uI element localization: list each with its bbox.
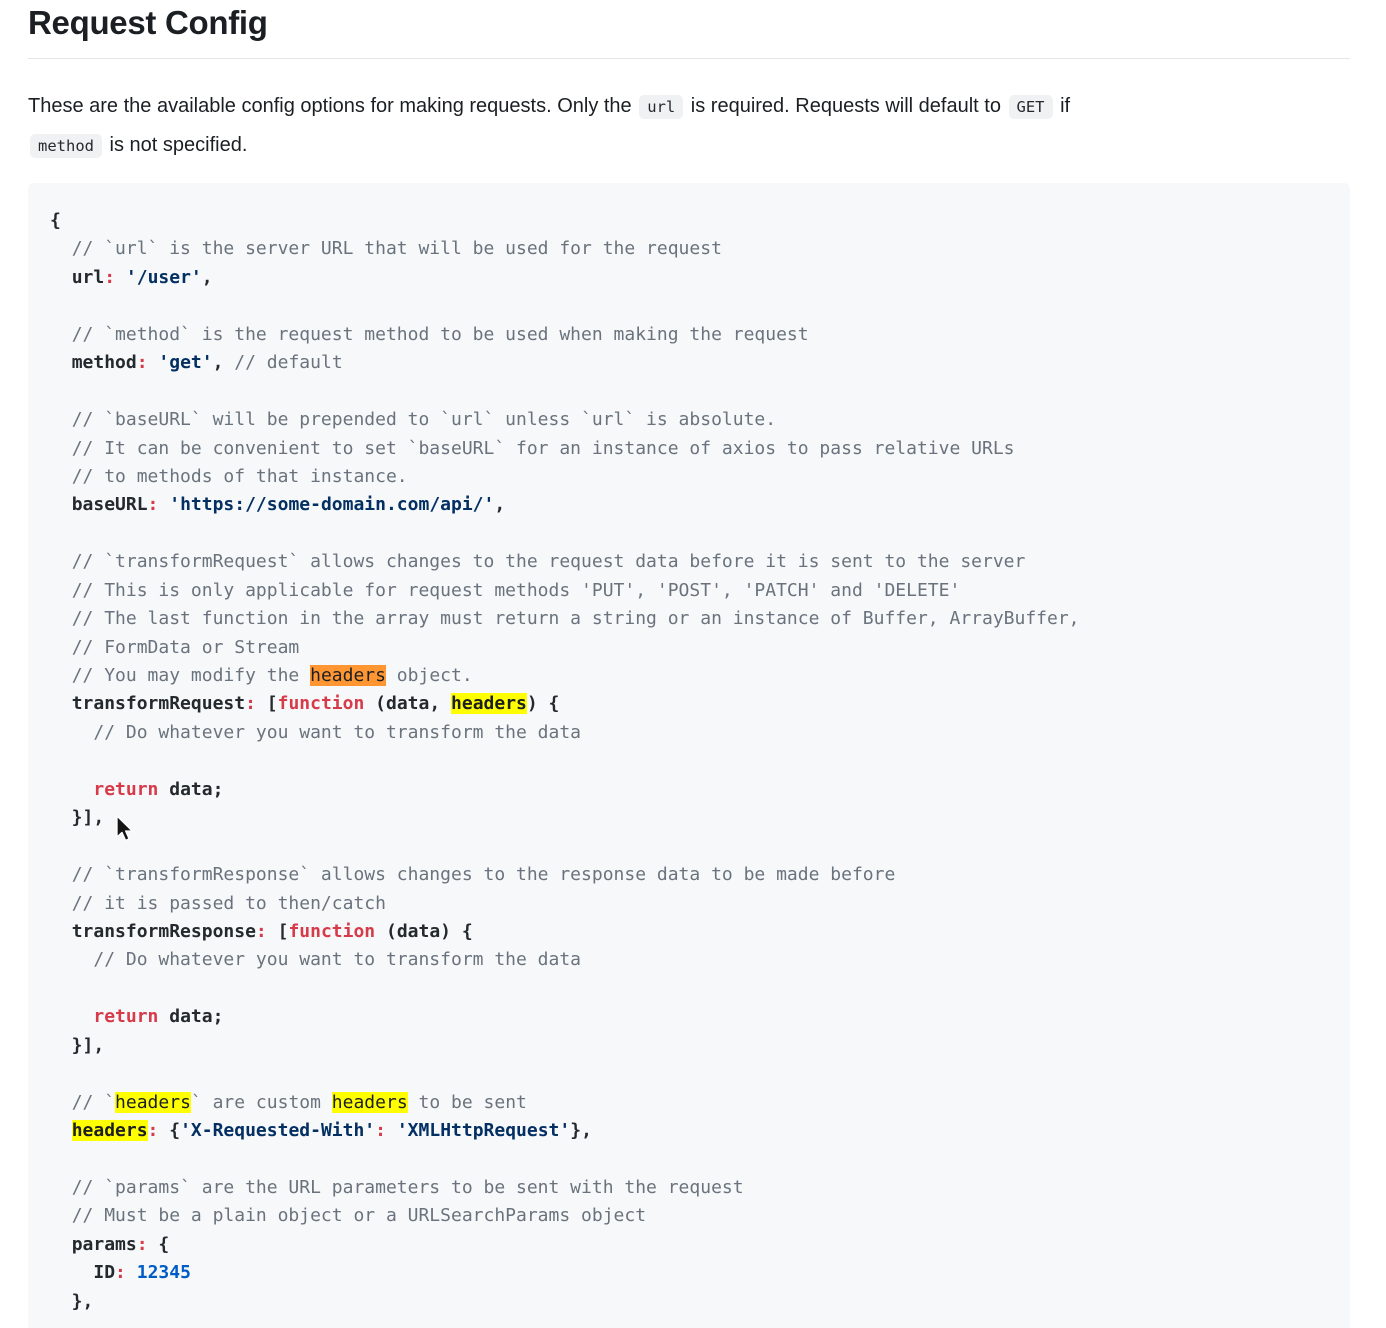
search-match: headers (71, 1120, 148, 1141)
code-token (50, 466, 72, 487)
code-line (50, 1231, 1326, 1259)
search-match: headers (331, 1091, 408, 1113)
code-token: // Do whatever you want to transform the data (93, 949, 582, 971)
code-token: transformResponse (71, 920, 256, 942)
code-token: ) { (526, 693, 560, 715)
code-token: // to methods of that instance. (71, 465, 408, 487)
code-token: , (201, 266, 213, 288)
code-token: baseURL (71, 494, 148, 516)
code-token: }], (50, 807, 105, 829)
code-line (50, 918, 1326, 946)
code-token: (data) { (375, 920, 473, 942)
code-token (50, 1177, 72, 1198)
code-line (50, 1060, 1326, 1088)
code-token: // `baseURL` will be prepended to `url` unless `url` is absolute. (71, 409, 777, 431)
search-match-active: headers (310, 665, 386, 686)
code-token: transformRequest (71, 693, 246, 715)
code-line (50, 378, 1326, 406)
code-line (50, 235, 1326, 263)
code-token: // `method` is the request method to be used when making the request (71, 323, 809, 345)
code-line (50, 577, 1326, 605)
code-token: // Must be a plain object or a URLSearchParams object (71, 1205, 647, 1227)
code-token: // `transformRequest` allows changes to the request data before it is sent to the server (71, 551, 1026, 573)
code-line (50, 662, 1326, 690)
code-line (50, 946, 1326, 974)
code-token: , (494, 494, 506, 516)
code-token: // This is only applicable for request methods 'PUT', 'POST', 'PATCH' and 'DELETE' (71, 579, 961, 601)
inline-code: GET (1009, 95, 1053, 119)
code-line (50, 890, 1326, 918)
code-token: { (158, 1120, 181, 1141)
code-token: : (136, 352, 148, 374)
code-token: : (375, 1120, 386, 1141)
code-token (50, 551, 72, 572)
code-token: }], (50, 1034, 105, 1056)
code-token: // It can be convenient to set `baseURL` for an instance of axios to pass relative URLs (71, 437, 1015, 459)
code-token: data; (158, 1006, 224, 1028)
code-token (50, 864, 72, 885)
code-line (50, 321, 1326, 349)
code-line (50, 491, 1326, 519)
mouse-cursor (112, 813, 138, 843)
code-token: 'X-Requested-With' (180, 1120, 376, 1141)
code-line (50, 776, 1326, 804)
code-line (50, 747, 1326, 775)
code-token: }, (50, 1290, 94, 1312)
code-token (50, 893, 72, 914)
search-match: headers (451, 693, 527, 715)
code-token: , (212, 352, 235, 374)
code-token (50, 693, 72, 714)
code-token (50, 409, 72, 430)
code-token (50, 779, 93, 800)
code-token: [ (255, 693, 278, 715)
code-token (115, 267, 126, 288)
code-token: : (104, 266, 116, 288)
code-line (50, 605, 1326, 633)
code-token: return (93, 1006, 159, 1028)
code-token: // You may modify the (71, 665, 311, 686)
code-token: : (136, 1233, 148, 1255)
code-token: [ (266, 920, 289, 942)
code-token (50, 324, 72, 345)
page-title: Request Config (28, 2, 1350, 59)
code-token (126, 1262, 137, 1283)
code-token (50, 665, 72, 686)
code-token: // The last function in the array must return a string or an instance of Buffer, ArrayBuffer, (71, 608, 1080, 630)
code-line (50, 1003, 1326, 1031)
code-token (50, 352, 72, 373)
code-token: // `transformResponse` allows changes to the response data to be made before (71, 864, 896, 886)
code-token: // it is passed to then/catch (71, 892, 386, 914)
code-line (50, 719, 1326, 747)
code-token (50, 1092, 72, 1113)
intro-paragraph: These are the available config options for making requests. Only the url is required. Requests will default to GET if method is not specified. (28, 95, 1071, 156)
code-line (50, 975, 1326, 1003)
code-token: function (288, 920, 376, 942)
code-token (158, 494, 169, 515)
code-token (50, 608, 72, 629)
code-line (50, 406, 1326, 434)
code-line (50, 548, 1326, 576)
code-block (50, 207, 1326, 1316)
code-line (50, 207, 1326, 235)
code-token: 'https://some-domain.com/api/' (169, 494, 495, 516)
code-token (50, 1234, 72, 1255)
code-token: to be sent (407, 1091, 527, 1113)
code-token (50, 949, 93, 970)
code-token: ID (93, 1262, 116, 1284)
code-line (50, 264, 1326, 292)
code-line (50, 1089, 1326, 1117)
code-token: : (245, 693, 256, 715)
code-token: : (147, 494, 159, 516)
code-line (50, 1117, 1326, 1145)
code-token: : (147, 1120, 159, 1141)
code-token (50, 722, 93, 743)
code-token (50, 267, 72, 288)
code-line (50, 463, 1326, 491)
code-token: return (93, 778, 159, 800)
code-line (50, 833, 1326, 861)
code-token: url (71, 266, 105, 288)
code-line (50, 1174, 1326, 1202)
code-token: // `params` are the URL parameters to be sent with the request (71, 1176, 744, 1198)
code-token: ` are custom (190, 1091, 332, 1113)
code-token: // default (234, 352, 343, 374)
code-token (50, 921, 72, 942)
code-token: params (71, 1233, 137, 1255)
code-token (50, 238, 72, 259)
code-line (50, 1032, 1326, 1060)
code-token (50, 1120, 72, 1141)
code-line (50, 1288, 1326, 1316)
code-line (50, 1202, 1326, 1230)
code-line (50, 634, 1326, 662)
code-line (50, 690, 1326, 718)
code-token (50, 1205, 72, 1226)
code-token: (data, (364, 693, 452, 715)
code-token (148, 352, 159, 373)
inline-code: url (639, 95, 683, 119)
code-token: // Do whatever you want to transform the data (93, 721, 582, 743)
code-line (50, 1259, 1326, 1287)
code-token: function (277, 693, 365, 715)
code-line (50, 349, 1326, 377)
code-token (50, 1262, 93, 1283)
code-line (50, 292, 1326, 320)
code-token: data; (158, 778, 224, 800)
code-line (50, 804, 1326, 832)
code-line (50, 520, 1326, 548)
code-token: 12345 (136, 1262, 191, 1284)
code-token (50, 580, 72, 601)
code-token (50, 494, 72, 515)
code-token: // `url` is the server URL that will be used for the request (71, 238, 722, 260)
code-token: object. (385, 665, 473, 686)
code-block-container (28, 183, 1350, 1328)
code-token: }, (570, 1120, 592, 1141)
code-token: '/user' (125, 266, 202, 288)
code-token (50, 1006, 93, 1027)
code-token: 'get' (158, 352, 213, 374)
code-line (50, 1145, 1326, 1173)
code-token: : (115, 1262, 126, 1284)
code-token: { (50, 210, 61, 231)
doc-page (28, 0, 1350, 1328)
code-token: // FormData or Stream (71, 636, 300, 658)
code-token (50, 637, 72, 658)
code-line (50, 861, 1326, 889)
code-token: // ` (71, 1091, 116, 1113)
code-token (50, 438, 72, 459)
code-line (50, 435, 1326, 463)
code-token: method (71, 352, 137, 374)
code-token: : (255, 920, 267, 942)
code-token: 'XMLHttpRequest' (396, 1120, 571, 1141)
inline-code: method (30, 134, 102, 158)
code-token: { (147, 1233, 170, 1255)
code-token (386, 1120, 397, 1141)
search-match: headers (115, 1091, 191, 1113)
